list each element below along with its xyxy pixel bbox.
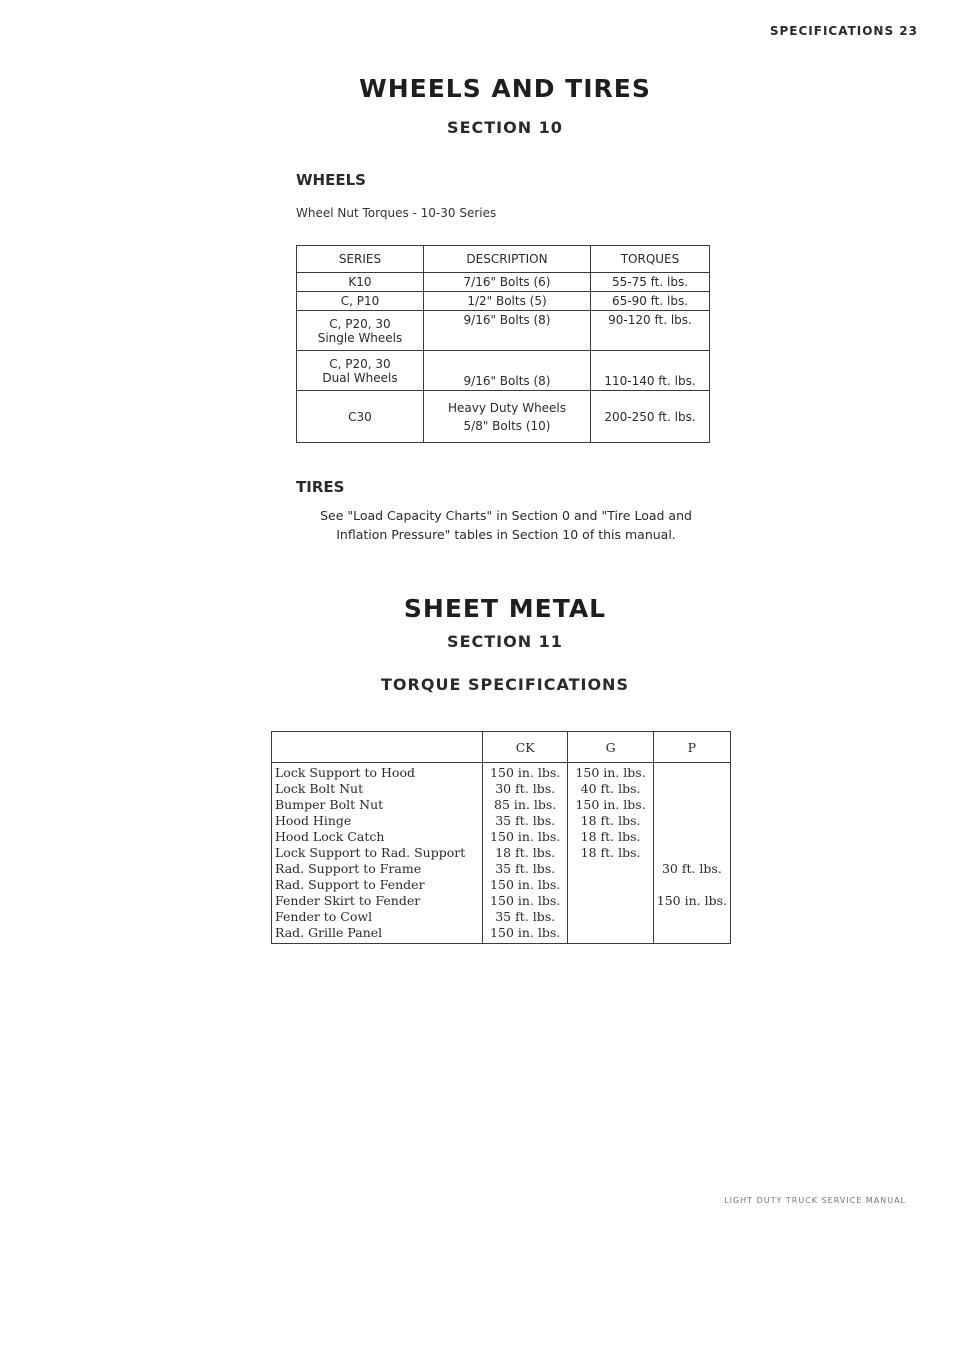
torque-cell: 200-250 ft. lbs. — [591, 391, 710, 443]
g-value: 40 ft. lbs. — [580, 781, 641, 796]
series-note: Dual Wheels — [322, 370, 398, 385]
wheels-section-number: SECTION 10 — [447, 118, 563, 137]
torque-cell: 110-140 ft. lbs. — [591, 351, 710, 391]
p-column — [653, 763, 730, 944]
series-note: Single Wheels — [317, 330, 403, 345]
ck-column — [482, 763, 567, 944]
torque-cell: 90-120 ft. lbs. — [591, 311, 710, 351]
table-row — [297, 273, 710, 292]
col-header-ck: CK — [482, 732, 567, 763]
part-label: Lock Support to Rad. Support — [275, 845, 466, 860]
ck-value: 150 in. lbs. — [490, 829, 561, 844]
col-header-g: G — [568, 732, 653, 763]
table-row — [297, 351, 710, 391]
sheet-metal-torque-table — [271, 731, 731, 944]
ck-value: 35 ft. lbs. — [495, 909, 556, 924]
description-line: 5/8" Bolts (10) — [463, 418, 551, 433]
wheel-torque-table — [296, 245, 710, 443]
description-cell — [424, 391, 591, 443]
table-row — [297, 311, 710, 351]
g-value: 150 in. lbs. — [575, 765, 646, 780]
ck-value: 150 in. lbs. — [490, 877, 561, 892]
table-row — [297, 292, 710, 311]
ck-value: 150 in. lbs. — [490, 765, 561, 780]
part-label: Lock Bolt Nut — [275, 781, 364, 796]
labels-column — [272, 763, 483, 944]
series-name: C, P20, 30 — [329, 316, 391, 331]
ck-value: 30 ft. lbs. — [495, 781, 556, 796]
g-value: 18 ft. lbs. — [580, 813, 641, 828]
ck-value: 85 in. lbs. — [494, 797, 557, 812]
series-cell: C, P10 — [297, 292, 424, 311]
series-cell — [297, 351, 424, 391]
part-label: Rad. Support to Frame — [275, 861, 422, 876]
torque-specs-subtitle: TORQUE SPECIFICATIONS — [381, 675, 629, 694]
tires-paragraph: See "Load Capacity Charts" in Section 0 and "Tire Load and Inflation Pressure" tables in Section 10 of this manual. — [320, 508, 692, 542]
ck-value: 150 in. lbs. — [490, 925, 561, 940]
part-label: Rad. Grille Panel — [275, 925, 383, 940]
part-label: Hood Hinge — [275, 813, 352, 828]
description-line: Heavy Duty Wheels — [447, 400, 567, 415]
table-header-row — [272, 732, 731, 763]
sheet-metal-section-number: SECTION 11 — [447, 632, 563, 651]
ck-value: 35 ft. lbs. — [495, 861, 556, 876]
g-value: 18 ft. lbs. — [580, 829, 641, 844]
g-value: 18 ft. lbs. — [580, 845, 641, 860]
col-header-torques: TORQUES — [591, 246, 710, 273]
part-label: Hood Lock Catch — [275, 829, 385, 844]
part-label: Fender to Cowl — [275, 909, 373, 924]
series-cell — [297, 311, 424, 351]
table-row — [272, 763, 731, 944]
col-header-series: SERIES — [297, 246, 424, 273]
table-row — [297, 391, 710, 443]
torque-cell: 55-75 ft. lbs. — [591, 273, 710, 292]
p-value: 150 in. lbs. — [656, 893, 727, 908]
part-label: Rad. Support to Fender — [275, 877, 425, 892]
ck-value: 35 ft. lbs. — [495, 813, 556, 828]
wheels-tires-title: WHEELS AND TIRES — [359, 74, 651, 103]
part-label: Lock Support to Hood — [275, 765, 415, 780]
tires-heading: TIRES — [296, 478, 345, 496]
p-value: 30 ft. lbs. — [661, 861, 722, 876]
description-cell: 7/16" Bolts (6) — [424, 273, 591, 292]
wheels-heading: WHEELS — [296, 171, 366, 189]
sheet-metal-title: SHEET METAL — [403, 594, 607, 623]
ck-value: 18 ft. lbs. — [495, 845, 556, 860]
ck-value: 150 in. lbs. — [490, 893, 561, 908]
table-header-row — [297, 246, 710, 273]
g-column — [568, 763, 653, 944]
description-cell: 9/16" Bolts (8) — [424, 311, 591, 351]
page-header: SPECIFICATIONS 23 — [769, 24, 918, 38]
wheels-caption: Wheel Nut Torques - 10-30 Series — [296, 206, 497, 220]
page-footer: LIGHT DUTY TRUCK SERVICE MANUAL — [724, 1196, 906, 1205]
description-cell: 1/2" Bolts (5) — [424, 292, 591, 311]
torque-cell: 65-90 ft. lbs. — [591, 292, 710, 311]
col-header-blank — [272, 732, 483, 763]
series-cell: C30 — [297, 391, 424, 443]
part-label: Bumper Bolt Nut — [275, 797, 384, 812]
description-cell: 9/16" Bolts (8) — [424, 351, 591, 391]
col-header-description: DESCRIPTION — [424, 246, 591, 273]
g-value: 150 in. lbs. — [575, 797, 646, 812]
series-name: C, P20, 30 — [329, 356, 391, 371]
series-cell: K10 — [297, 273, 424, 292]
part-label: Fender Skirt to Fender — [275, 893, 421, 908]
col-header-p: P — [653, 732, 730, 763]
